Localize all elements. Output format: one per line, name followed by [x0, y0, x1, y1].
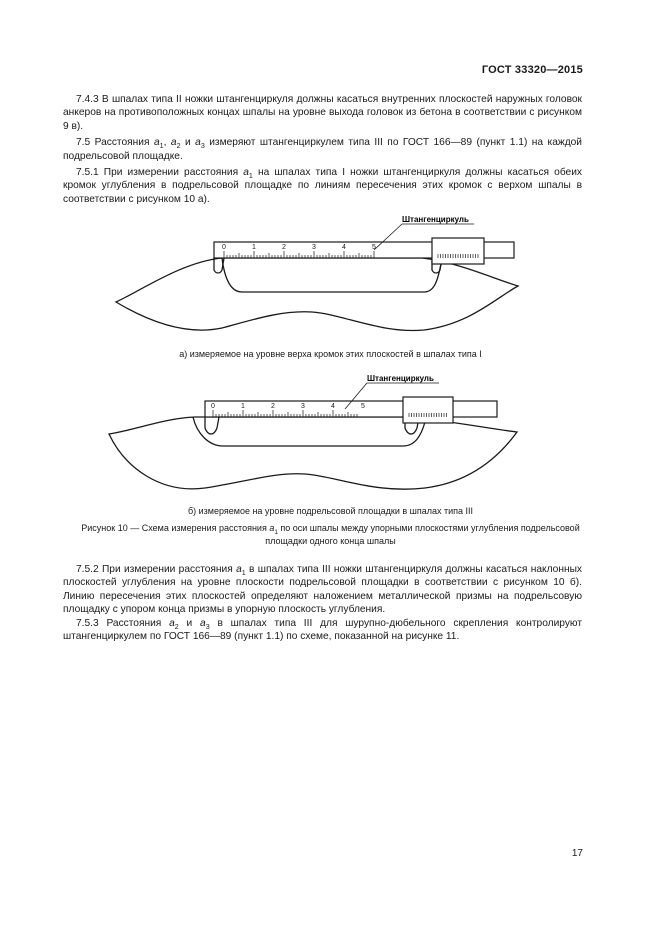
- paragraph-7-5-3: [63, 617, 582, 644]
- p751-tail: на шпалах типа I ножки штангенциркуля должны касаться обеих кромок углубления в подрельсовой площадке по линиям пересечения этих кромок с верхом шпалы в соответствии с рисунком 10 а).: [63, 167, 582, 205]
- paragraph-7-5-1: [63, 166, 582, 206]
- scale-digit: 4: [342, 244, 346, 251]
- p75-sep: ,: [163, 137, 171, 149]
- scale-digit: 5: [372, 244, 376, 251]
- paragraph-7-5-2: [63, 563, 582, 617]
- var-sub: 1: [241, 569, 246, 578]
- p75-tail: измеряют штангенциркулем типа III по ГОСТ 166—89 (пункт 1.1) на каждой подрельсовой площадке.: [63, 137, 583, 162]
- var-sub: 2: [174, 622, 179, 631]
- text-block-top: [63, 93, 582, 206]
- p753-lead: 7.5.3 Расстояния: [76, 617, 170, 629]
- p75-lead: 7.5 Расстояния: [76, 137, 154, 149]
- scale-digit: 2: [282, 244, 286, 251]
- scale-digit: 1: [241, 403, 245, 410]
- rail-seat-recess: [222, 258, 442, 292]
- var-sub: 1: [274, 528, 278, 536]
- var-a: a: [170, 137, 177, 149]
- var-sub: 2: [176, 142, 181, 151]
- figure-caption: [60, 522, 601, 547]
- caption-tail: по оси шпалы между упорными плоскостями углубления подрельсовой площадки одного конца шпалы: [265, 523, 580, 546]
- var-a: a: [169, 617, 175, 629]
- caption-b: б) измеряемое на уровне подрельсовой площадки в шпалах типа III: [187, 506, 474, 516]
- text-block-bottom: [63, 563, 582, 643]
- page-number: 17: [571, 848, 583, 859]
- var-sub: 1: [248, 172, 253, 181]
- var-a: a: [153, 137, 160, 149]
- paragraph-7-5: [63, 136, 582, 163]
- sleeper-outline: [109, 417, 517, 489]
- paragraph-7-4-3: 7.4.3 В шпалах типа II ножки штангенциркуля должны касаться внутренних плоскостей наружных головок анкеров на противоположных концах шпалы на уровне выхода головок из бетона в соответствии с рисунком 9 в).: [63, 94, 582, 132]
- sleeper-outline: [116, 258, 518, 331]
- rail-seat-recess: [193, 417, 425, 446]
- standard-designation: ГОСТ 33320—2015: [481, 64, 583, 76]
- scale-digit: 2: [271, 403, 275, 410]
- var-a: a: [269, 523, 275, 533]
- var-a: a: [243, 167, 249, 179]
- caption-lead: Рисунок 10 — Схема измерения расстояния: [81, 523, 270, 533]
- caliper-label: Штангенциркуль: [402, 215, 469, 224]
- scale-digit: 0: [211, 403, 215, 410]
- caliper-slider: [432, 238, 484, 264]
- figure-10b-diagram: [105, 370, 523, 497]
- scale-digit: 1: [252, 244, 256, 251]
- caliper-label: Штангенциркуль: [367, 374, 434, 383]
- scale-digit: 4: [331, 403, 335, 410]
- var-sub: 3: [200, 142, 205, 151]
- var-a: a: [200, 617, 206, 629]
- caption-a: а) измеряемое на уровне верха кромок этих плоскостей в шпалах типа I: [179, 349, 482, 359]
- caliper-jaw-left: [205, 417, 219, 434]
- p751-lead: 7.5.1 При измерении расстояния: [76, 167, 244, 179]
- p752-tail: в шпалах типа III ножки штангенциркуля должны касаться наклонных плоскостей углубления на уровне плоскости подрельсовой площадки в соответствии с рисунком 10 б). Линию пересечения этих плоскостей определяют наложением металлической призмы на подрельсовую площадку с упором конца призмы в упорную плоскость углубления.: [63, 564, 582, 616]
- scale-digit: 5: [361, 403, 365, 410]
- var-sub: 1: [159, 142, 164, 151]
- var-a: a: [236, 564, 242, 575]
- scale-digit: 3: [312, 244, 316, 251]
- scale-digit: 0: [222, 244, 226, 251]
- figure-10a-diagram: [112, 212, 528, 334]
- caliper-slider: [403, 397, 453, 423]
- p753-sep: и: [178, 617, 201, 629]
- p752-lead: 7.5.2 При измерении расстояния: [76, 564, 237, 575]
- p753-tail: в шпалах типа III для шурупно-дюбельного скрепления контролируют штангенциркулем по ГОСТ 166—89 (пункт 1.1) по схеме, показанной на рисунке 11.: [63, 617, 582, 643]
- scale-digit: 3: [301, 403, 305, 410]
- var-a: a: [195, 137, 201, 149]
- p75-sep: и: [180, 137, 196, 149]
- var-sub: 3: [205, 622, 210, 631]
